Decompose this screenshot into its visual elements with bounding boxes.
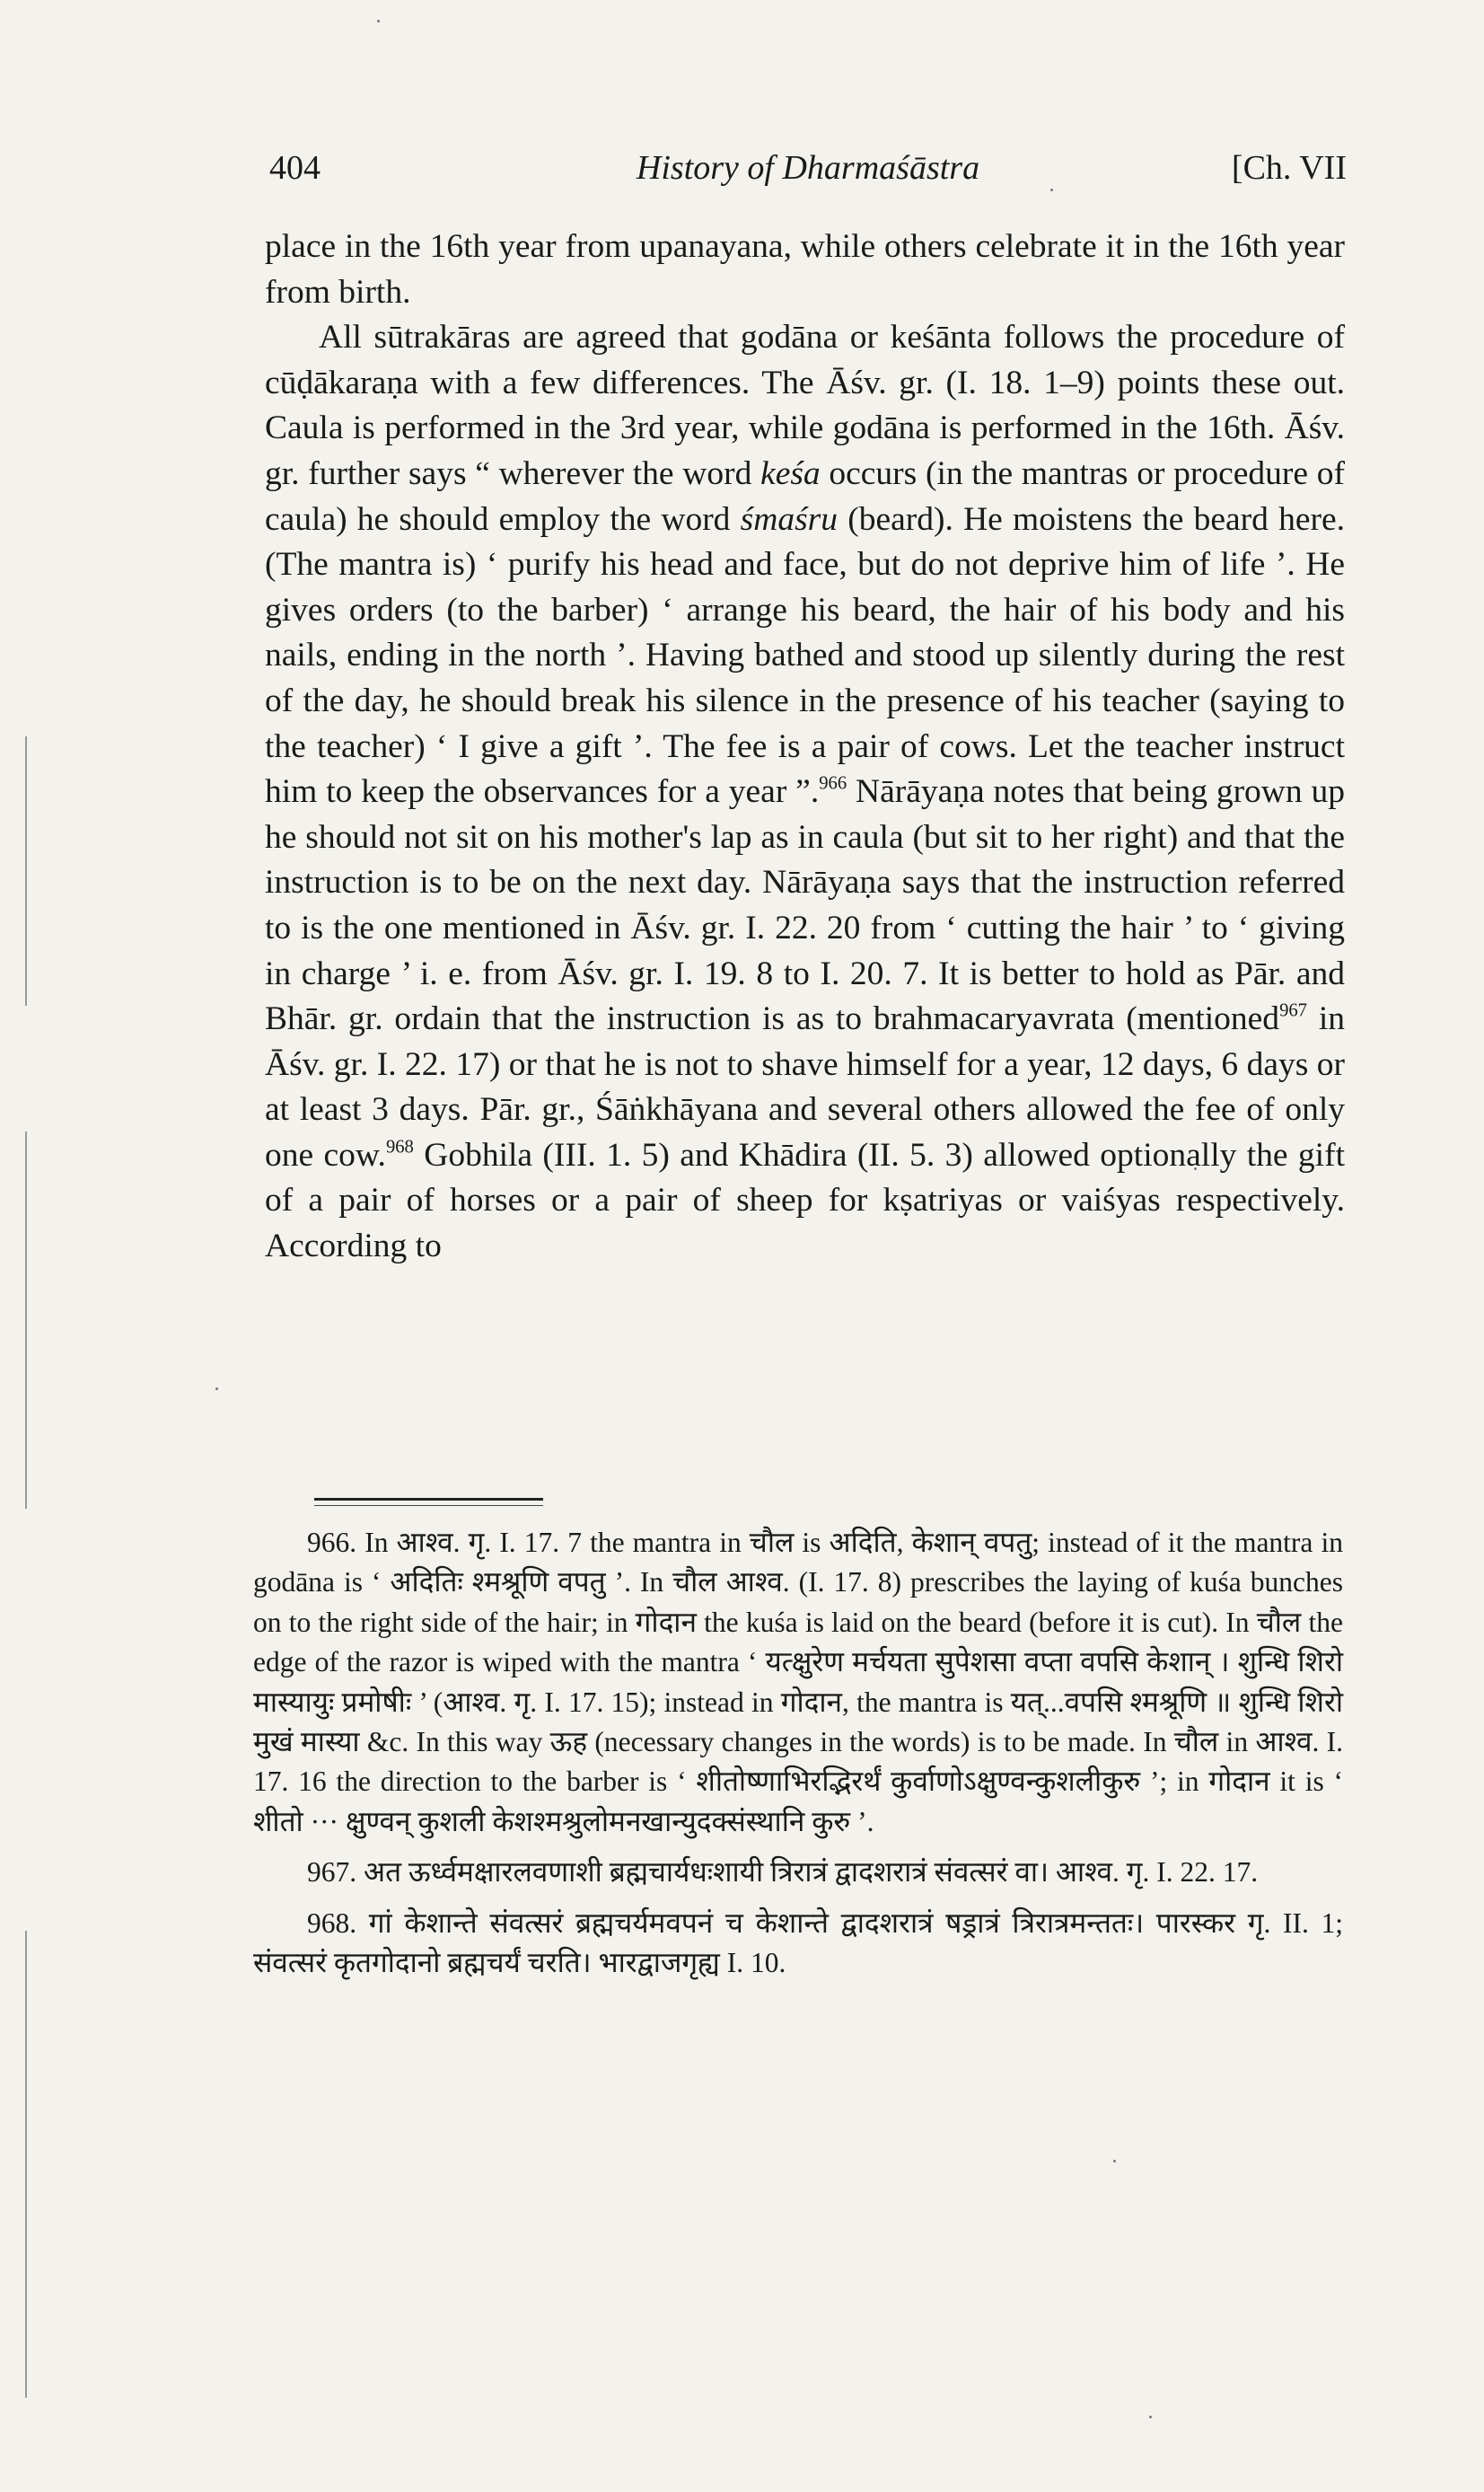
text-run: keśa — [760, 454, 821, 492]
text-run: All sūtrakāras are agreed that godāna or keśānta follows the procedure of cūḍākaraṇa with a few differences. The Āśv. gr. (I. 18. 1–9) points these out. Caula is performed in the 3rd year, while godāna is performed in the 16th. Āśv. gr. further says “ wherever the word — [265, 319, 1345, 492]
footnote-ref: 968 — [385, 1137, 414, 1158]
page-number: 404 — [269, 149, 321, 187]
scan-speck — [377, 20, 380, 22]
main-text — [265, 225, 1345, 1270]
text-run: 968. गां केशान्ते संवत्सरं ब्रह्मचर्यमवपनं च केशान्ते द्वादशरात्रं षड्रात्रं त्रिरात्रमन्ततः। पारस्कर गृ. II. 1; संवत्सरं कृतगोदानो ब्रह्मचर्यं चरति। भारद्वाजगृह्य I. 10. — [253, 1906, 1343, 1979]
running-title: History of Dharmaśāstra — [636, 149, 980, 187]
running-header — [269, 148, 1347, 202]
text-run: Gobhila (III. 1. 5) and Khādira (II. 5. 3) allowed optionally the gift of a pair of horses or a pair of sheep for kṣatriyas or vaiśyas respectively. According to — [265, 1136, 1345, 1265]
scan-margin-line — [25, 736, 27, 1006]
paragraph-1 — [265, 225, 1345, 315]
footnote-968 — [253, 1904, 1343, 1984]
text-run: Nārāyaṇa notes that being grown up he should not sit on his mother's lap as in caula (but sit to her right) and that the instruction is to be on the next day. Nārāyaṇa says that the instruction referred to is the one mentioned in Āśv. gr. I. 22. 20 from ‘ cutting the hair ’ to ‘ giving in charge ’ i. e. from Āśv. gr. I. 19. 8 to I. 20. 7. It is better to hold as Pār. and Bhār. gr. ordain that the instruction is as to brahmacaryavrata (mentioned — [265, 773, 1346, 1038]
footnote-ref: 967 — [1279, 1000, 1307, 1021]
footnotes — [253, 1523, 1343, 1994]
footnote-ref: 966 — [819, 773, 847, 794]
chapter-label: [Ch. VII — [1231, 149, 1347, 187]
text-run: (beard). He moistens the beard here. (The mantra is) ‘ purify his head and face, but do not deprive him of life ’. He gives orders (to the barber) ‘ arrange his beard, the hair of his body and his nails, ending in the north ’. Having bathed and stood up silently during the rest of the day, he should break his silence in the presence of his teacher (saying to the teacher) ‘ I give a gift ’. The fee is a pair of cows. Let the teacher instruct him to keep the observances for a year ”. — [265, 500, 1345, 811]
paragraph-2 — [265, 315, 1345, 1269]
scan-margin-line — [25, 1132, 27, 1509]
scan-speck — [1113, 2160, 1116, 2162]
text-run: place in the 16th year from upanayana, while others celebrate it in the 16th year from birth. — [265, 228, 1345, 311]
scan-speck — [215, 1387, 218, 1390]
scan-speck — [1149, 2416, 1152, 2418]
text-run: in Āśv. gr. I. 22. 17) or that he is not to shave himself for a year, 12 days, 6 days or at least 3 days. Pār. gr., Śāṅkhāyana and several others allowed the fee of only one cow. — [265, 1000, 1345, 1174]
text-run: 967. अत ऊर्ध्वमक्षारलवणाशी ब्रह्मचार्यधःशायी त्रिरात्रं द्वादशरात्रं संवत्सरं वा। आश्व. गृ. I. 22. 17. — [307, 1856, 1259, 1889]
footnote-966 — [253, 1523, 1343, 1842]
text-run: 966. In आश्व. गृ. I. 17. 7 the mantra in चौल is अदिति, केशान् वपतु; instead of it the mantra in godāna is ‘ अदितिः श्मश्रूणि वपतु ’. In चौल आश्व. (I. 17. 8) prescribes the laying of kuśa bunches on to the right side of the hair; in गोदान the kuśa is laid on the beard (before it is cut). In चौल the edge of the razor is wiped with the mantra ‘ यत्क्षुरेण मर्चयता सुपेशसा वप्ता वपसि केशान् । शुन्धि शिरो मास्यायुः प्रमोषीः ’ (आश्व. गृ. I. 17. 15); instead in गोदान, the mantra is यत्...वपसि श्मश्रूणि ॥ शुन्धि शिरो मुखं मास्या &c. In this way ऊह (necessary changes in the words) is to be made. In चौल in आश्व. I. 17. 16 the direction to the barber is ‘ शीतोष्णाभिरद्भिरर्थं कुर्वाणोऽक्षुण्वन्कुशलीकुरु ’; in गोदान it is ‘ शीतो ··· क्षुण्वन् कुशली केशश्मश्रुलोमनखान्युदक्संस्थानि कुरु ’. — [253, 1527, 1343, 1837]
footnote-rule — [314, 1498, 543, 1501]
text-run: śmaśru — [740, 500, 839, 538]
footnote-rule-thin — [314, 1505, 543, 1506]
footnote-967 — [253, 1853, 1343, 1892]
scan-margin-line — [25, 1931, 27, 2398]
text-run: occurs (in the mantras or procedure of caula) he should employ the word — [265, 454, 1345, 538]
